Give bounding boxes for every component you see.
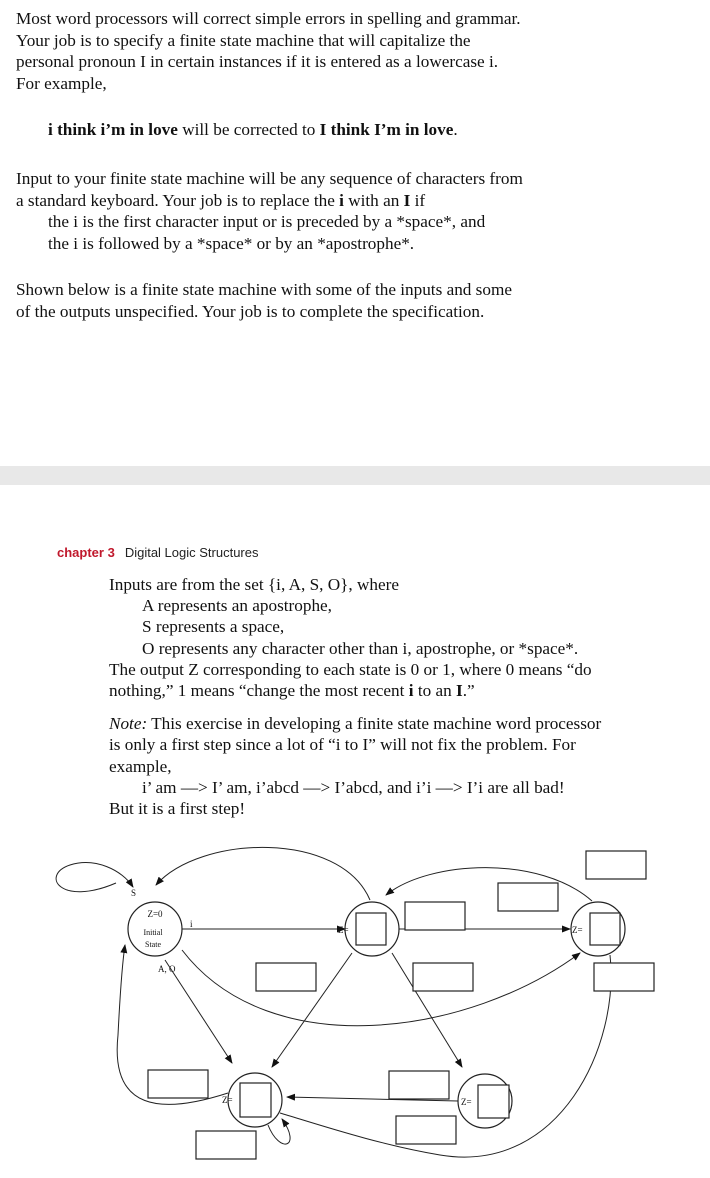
book-definition: A represents an apostrophe, (142, 596, 332, 616)
transition-answer-box (196, 1131, 256, 1159)
intro-line: For example, (16, 73, 107, 93)
initial-label: Initial (143, 928, 163, 937)
shown-paragraph (16, 279, 576, 322)
intro-line: personal pronoun I in certain instances if it is entered as a lowercase i. (16, 52, 499, 71)
transition-3-loop (268, 1119, 290, 1144)
z-answer-box (478, 1085, 509, 1118)
book-excerpt (109, 574, 669, 819)
book-line: example, (109, 756, 172, 776)
transition-answer-box (396, 1116, 456, 1144)
z-label: Z= (461, 1097, 472, 1107)
example-middle: will be corrected to (177, 120, 320, 139)
book-definition: S represents a space, (142, 617, 285, 637)
label-s: S (131, 888, 137, 898)
book-line: Inputs are from the set {i, A, S, O}, where (109, 575, 400, 594)
task-condition: the i is the first character input or is preceded by a *space*, and (48, 212, 486, 231)
book-line: nothing,” 1 means “change the most recent i to an I.” (109, 681, 475, 701)
intro-paragraph (16, 8, 576, 94)
transition-answer-box (586, 851, 646, 879)
task-line: a standard keyboard. Your job is to replace the i with an I if (16, 190, 426, 210)
z-answer-box (240, 1083, 271, 1117)
example-before: i think i’m in love (48, 120, 178, 139)
transition-4-2 (386, 868, 592, 901)
page-separator (0, 466, 710, 485)
transition-answer-box (405, 902, 465, 930)
transition-s-loop (56, 863, 133, 892)
state-diagram (0, 835, 710, 1178)
transition-answer-box (413, 963, 473, 991)
transition-answer-box (594, 963, 654, 991)
z-label: Z= (222, 1095, 233, 1105)
chapter-title: Digital Logic Structures (124, 545, 259, 560)
chapter-header (57, 545, 258, 560)
chapter-number: chapter 3 (57, 545, 115, 560)
label-ao: A, O (158, 964, 176, 974)
example-end: . (453, 120, 458, 139)
z-answer-box (590, 913, 620, 945)
transition-long (182, 950, 580, 1026)
book-definition: O represents any character other than i, apostrophe, or *space*. (142, 638, 579, 658)
example-sentence (48, 120, 458, 140)
task-paragraph (16, 168, 586, 254)
book-bad-examples: i’ am —> I’ am, i’abcd —> I’abcd, and i’i —> I’i are all bad! (142, 777, 565, 797)
example-after: I think I’m in love (319, 120, 454, 139)
transition-answer-box (498, 883, 558, 911)
z-label: Z= (338, 925, 349, 935)
initial-z: Z=0 (147, 909, 163, 919)
z-answer-box (356, 913, 386, 945)
intro-line: Your job is to specify a finite state machine that will capitalize the (16, 30, 471, 50)
initial-label: State (145, 940, 161, 949)
transition-top-arc (156, 847, 370, 900)
label-i: i (190, 919, 193, 929)
shown-line: Shown below is a finite state machine with some of the inputs and some (16, 280, 512, 299)
book-line: The output Z corresponding to each state is 0 or 1, where 0 means “do (109, 659, 592, 679)
book-line: But it is a first step! (109, 799, 246, 819)
task-condition: the i is followed by a *space* or by an *apostrophe*. (48, 233, 415, 253)
task-line: Input to your finite state machine will be any sequence of characters from (16, 169, 523, 188)
z-label: Z= (572, 925, 583, 935)
shown-line: of the outputs unspecified. Your job is to complete the specification. (16, 301, 485, 321)
transition-answer-box (148, 1070, 208, 1098)
transition-answer-box (256, 963, 316, 991)
book-note: Note: This exercise in developing a finite state machine word processor (109, 714, 602, 734)
intro-line: Most word processors will correct simple errors in spelling and grammar. (16, 9, 521, 28)
transition-answer-box (389, 1071, 449, 1099)
transition-ao (165, 960, 232, 1063)
book-line: is only a first step since a lot of “i to I” will not fix the problem. For (109, 735, 576, 755)
